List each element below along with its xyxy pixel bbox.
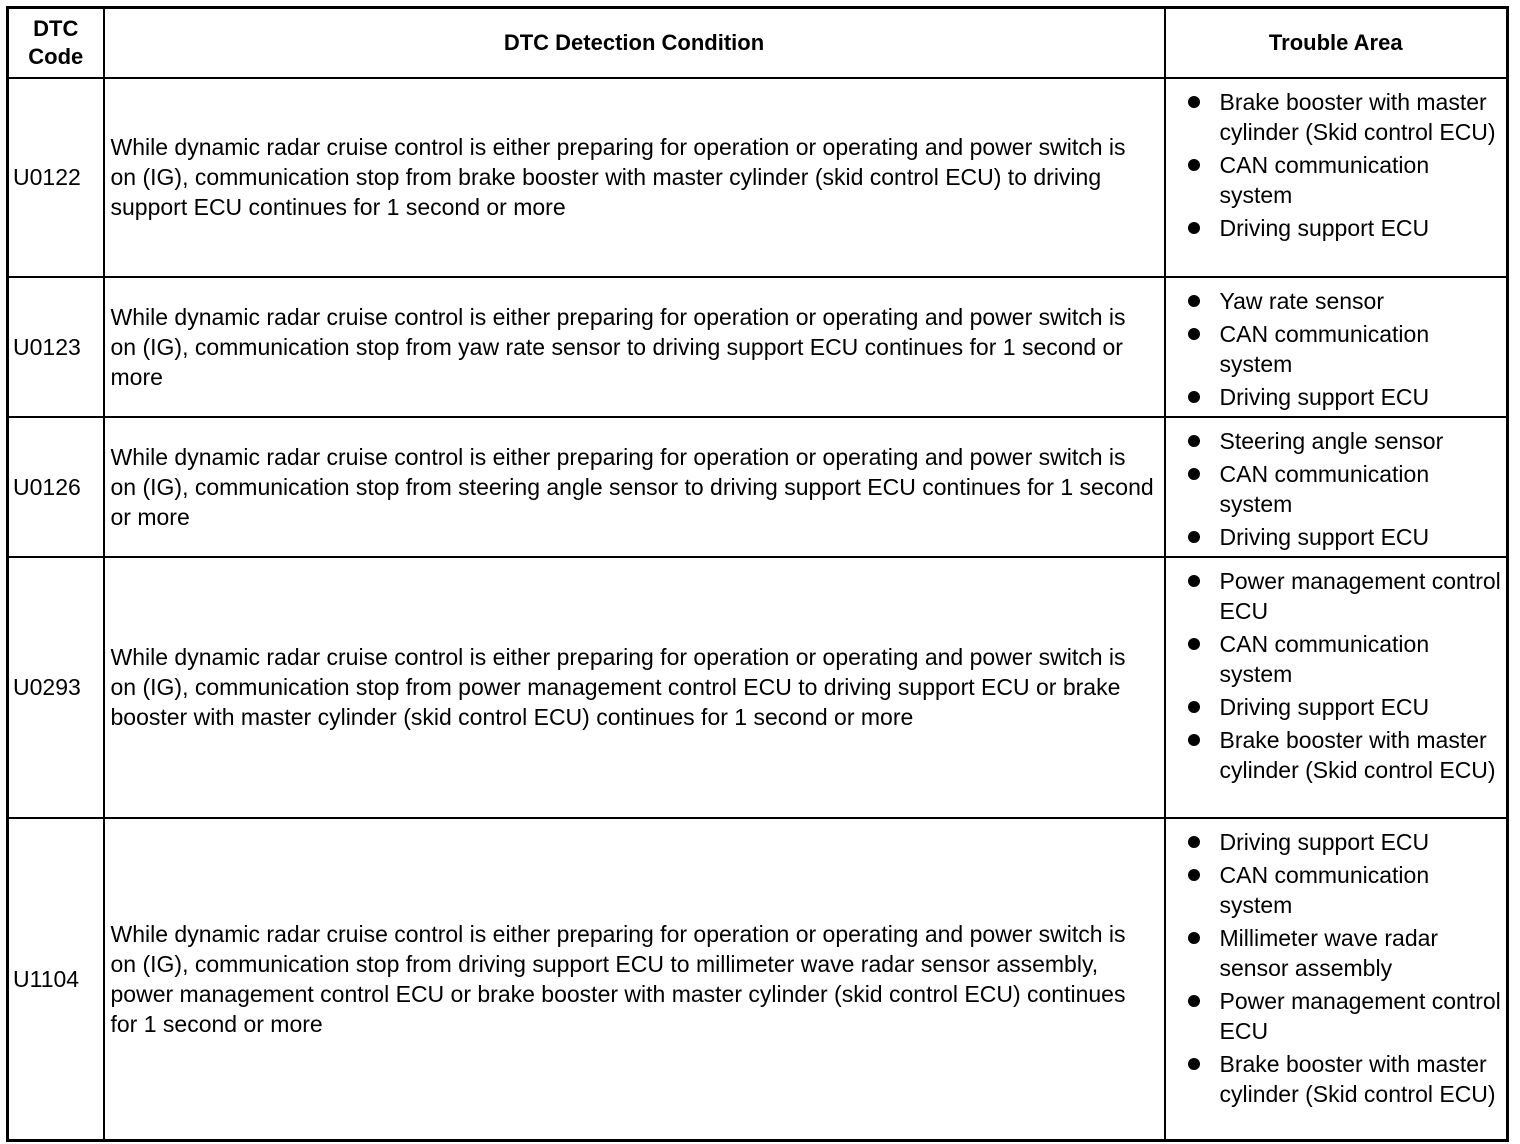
trouble-area-text: Driving support ECU [1219,693,1430,720]
bullet-icon [1188,391,1200,403]
trouble-area-item [1188,1049,1503,1109]
bullet-icon [1188,435,1200,447]
trouble-area-list [1188,286,1503,412]
trouble-area-text: Brake booster with master cylinder (Skid control ECU) [1219,88,1496,145]
trouble-area-item [1188,459,1503,519]
bullet-icon [1188,1058,1200,1070]
bullet-icon [1188,468,1200,480]
trouble-area [1165,78,1508,277]
trouble-area-text: Driving support ECU [1219,523,1430,550]
bullet-icon [1188,734,1200,746]
trouble-area-text: Driving support ECU [1219,828,1430,855]
trouble-area-item [1188,150,1503,210]
detection-condition: While dynamic radar cruise control is either preparing for operation or operating and power switch is on (IG), communication stop from power management control ECU to driving support ECU or brake booster with master cylinder (skid control ECU) continues for 1 second or more [104,557,1165,818]
header-trouble-area: Trouble Area [1165,8,1508,78]
trouble-area-item [1188,725,1503,785]
trouble-area [1165,417,1508,557]
trouble-area-text: CAN communication system [1219,630,1430,687]
bullet-icon [1188,328,1200,340]
trouble-area-item [1188,286,1503,316]
header-dtc-code-text: DTC Code [28,15,84,69]
trouble-area-item [1188,319,1503,379]
bullet-icon [1188,295,1200,307]
trouble-area-text: Driving support ECU [1219,383,1430,410]
trouble-area-text: Driving support ECU [1219,214,1430,241]
trouble-area-item [1188,426,1503,456]
trouble-area-text: Brake booster with master cylinder (Skid control ECU) [1219,1050,1496,1107]
header-detection-condition: DTC Detection Condition [104,8,1165,78]
table-row [8,818,1508,1141]
bullet-icon [1188,222,1200,234]
trouble-area-text: Brake booster with master cylinder (Skid control ECU) [1219,726,1496,783]
dtc-table [6,6,1509,1142]
table-row [8,277,1508,417]
trouble-area-list [1188,827,1503,1109]
bullet-icon [1188,159,1200,171]
header-row [8,8,1508,78]
trouble-area-item [1188,213,1503,243]
detection-condition: While dynamic radar cruise control is either preparing for operation or operating and power switch is on (IG), communication stop from brake booster with master cylinder (skid control ECU) to driving support ECU continues for 1 second or more [104,78,1165,277]
bullet-icon [1188,932,1200,944]
header-dtc-code [8,8,104,78]
bullet-icon [1188,96,1200,108]
bullet-icon [1188,531,1200,543]
bullet-icon [1188,701,1200,713]
trouble-area-text: Power management control ECU [1219,987,1501,1044]
trouble-area [1165,818,1508,1141]
trouble-area-item [1188,382,1503,412]
trouble-area-item [1188,923,1503,983]
dtc-code: U0123 [8,277,104,417]
trouble-area-text: CAN communication system [1219,320,1430,377]
trouble-area-text: CAN communication system [1219,151,1430,208]
trouble-area-list [1188,566,1503,785]
dtc-code: U1104 [8,818,104,1141]
trouble-area-item [1188,692,1503,722]
trouble-area-item [1188,566,1503,626]
trouble-area-list [1188,426,1503,552]
detection-condition: While dynamic radar cruise control is either preparing for operation or operating and power switch is on (IG), communication stop from yaw rate sensor to driving support ECU continues for 1 second or more [104,277,1165,417]
bullet-icon [1188,638,1200,650]
table-row [8,417,1508,557]
bullet-icon [1188,836,1200,848]
trouble-area-item [1188,986,1503,1046]
table-row [8,557,1508,818]
trouble-area [1165,557,1508,818]
dtc-code: U0126 [8,417,104,557]
trouble-area-text: CAN communication system [1219,460,1430,517]
bullet-icon [1188,995,1200,1007]
trouble-area-text: Steering angle sensor [1219,427,1444,454]
table-row [8,78,1508,277]
detection-condition: While dynamic radar cruise control is either preparing for operation or operating and power switch is on (IG), communication stop from steering angle sensor to driving support ECU continues for 1 second or more [104,417,1165,557]
trouble-area-list [1188,87,1503,243]
trouble-area-text: Yaw rate sensor [1219,287,1384,314]
dtc-code: U0122 [8,78,104,277]
trouble-area-text: Millimeter wave radar sensor assembly [1219,924,1439,981]
dtc-code: U0293 [8,557,104,818]
detection-condition: While dynamic radar cruise control is either preparing for operation or operating and power switch is on (IG), communication stop from driving support ECU to millimeter wave radar sensor assembly, power management control ECU or brake booster with master cylinder (skid control ECU) continues for 1 second or more [104,818,1165,1141]
bullet-icon [1188,869,1200,881]
trouble-area-item [1188,522,1503,552]
bullet-icon [1188,575,1200,587]
trouble-area-item [1188,860,1503,920]
trouble-area-item [1188,87,1503,147]
trouble-area-text: CAN communication system [1219,861,1430,918]
trouble-area [1165,277,1508,417]
trouble-area-item [1188,827,1503,857]
trouble-area-item [1188,629,1503,689]
trouble-area-text: Power management control ECU [1219,567,1501,624]
